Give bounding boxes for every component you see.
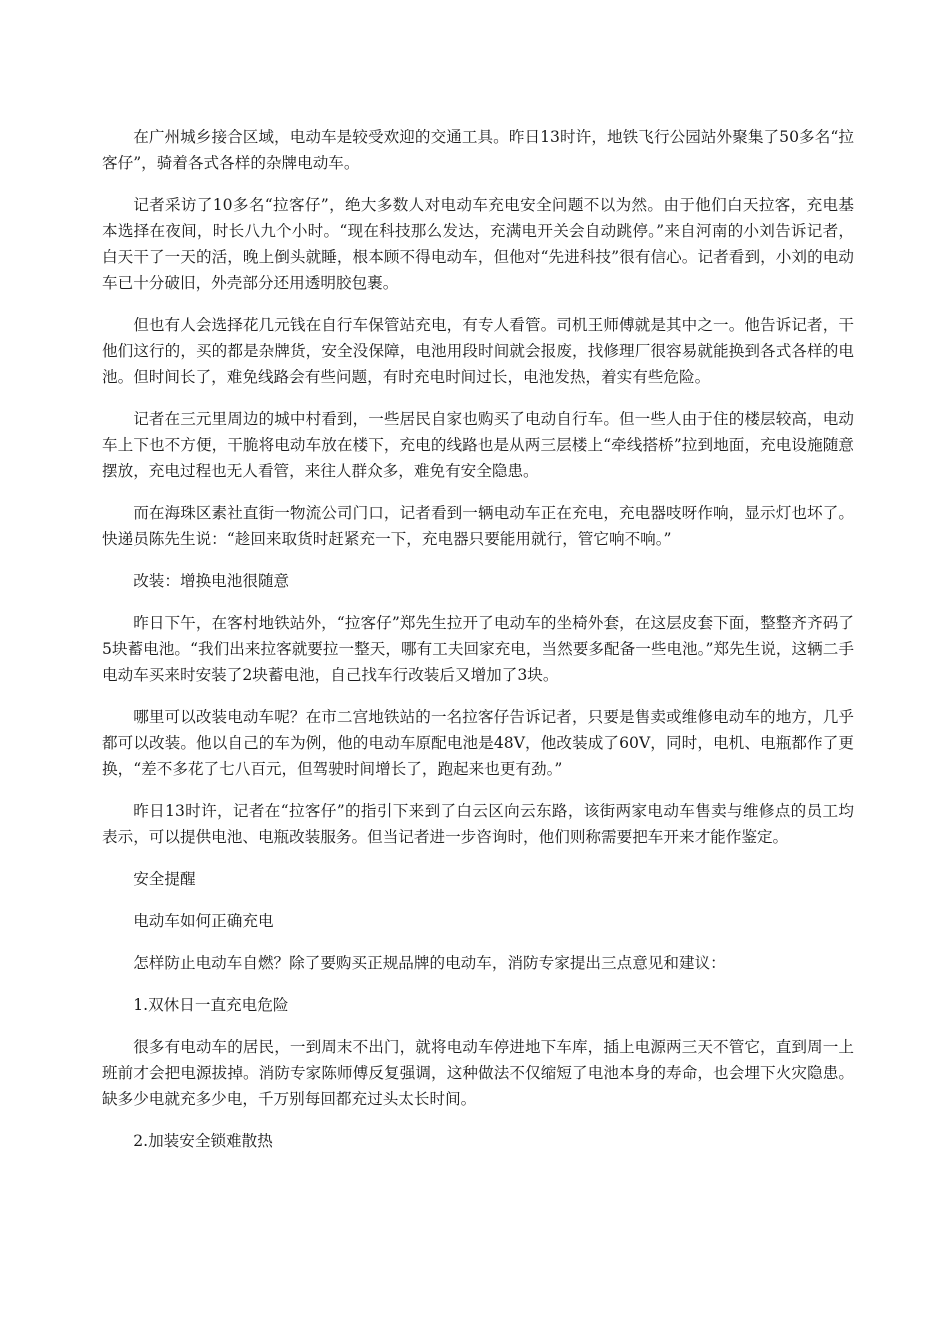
paragraph-repair-shops: 昨日13时许，记者在“拉客仔”的指引下来到了白云区向云东路，该街两家电动车售卖与维修点的员工均表示，可以提供电池、电瓶改装服务。但当记者进一步咨询时，他们则称需要把车开来才能作鉴定。 [102, 802, 854, 846]
paragraph-storage-station: 但也有人会选择花几元钱在自行车保管站充电，有专人看管。司机王师傅就是其中之一。他告诉记者，干他们这行的，买的都是杂牌货，安全没保障，电池用段时间就会报废，找修理厂很容易就能换到各式各样的电池。但时间长了，难免线路会有些问题，有时充电时间过长，电池发热，着实有些危险。 [102, 316, 854, 386]
section-heading-modification: 改装：增换电池很随意 [133, 572, 290, 590]
paragraph-prevention-intro: 怎样防止电动车自燃？除了要购买正规品牌的电动车，消防专家提出三点意见和建议： [133, 954, 726, 972]
section-subheading-charging: 电动车如何正确充电 [133, 912, 274, 930]
tip-heading-2: 2.加装安全锁难散热 [133, 1132, 273, 1150]
paragraph-extra-batteries: 昨日下午，在客村地铁站外，“拉客仔”郑先生拉开了电动车的坐椅外套，在这层皮套下面，整整齐齐码了5块蓄电池。“我们出来拉客就要拉一整天，哪有工夫回家充电，当然要多配备一些电池。”郑先生说，这辆二手电动车买来时安装了2块蓄电池，自己找车行改装后又增加了3块。 [102, 614, 854, 684]
paragraph-where-to-modify: 哪里可以改装电动车呢？在市二宫地铁站的一名拉客仔告诉记者，只要是售卖或维修电动车的地方，几乎都可以改装。他以自己的车为例，他的电动车原配电池是48V，他改装成了60V，同时，电机、电瓶都作了更换，“差不多花了七八百元，但驾驶时间增长了，跑起来也更有劲。” [102, 708, 854, 778]
tip-heading-1: 1.双休日一直充电危险 [133, 996, 289, 1014]
paragraph-charging-habits: 记者采访了10多名“拉客仔”，绝大多数人对电动车充电安全问题不以为然。由于他们白天拉客，充电基本选择在夜间，时长八九个小时。“现在科技那么发达，充满电开关会自动跳停。”来自河南的小刘告诉记者，白天干了一天的活，晚上倒头就睡，根本顾不得电动车，但他对“先进科技”很有信心。记者看到，小刘的电动车已十分破旧，外壳部分还用透明胶包裹。 [102, 196, 854, 292]
section-heading-safety: 安全提醒 [133, 870, 196, 888]
paragraph-weekend-charging: 很多有电动车的居民，一到周末不出门，就将电动车停进地下车库，插上电源两三天不管它，直到周一上班前才会把电源拔掉。消防专家陈师傅反复强调，这种做法不仅缩短了电池本身的寿命，也会埋下火灾隐患。缺多少电就充多少电，千万别每回都充过头太长时间。 [102, 1038, 854, 1108]
paragraph-logistics: 而在海珠区素社直街一物流公司门口，记者看到一辆电动车正在充电，充电器吱呀作响，显示灯也坏了。快递员陈先生说：“趁回来取货时赶紧充一下，充电器只要能用就行，管它响不响。” [102, 504, 854, 548]
paragraph-intro: 在广州城乡接合区域，电动车是较受欢迎的交通工具。昨日13时许，地铁飞行公园站外聚集了50多名“拉客仔”，骑着各式各样的杂牌电动车。 [102, 128, 854, 172]
article-body [102, 124, 854, 1170]
paragraph-urban-village: 记者在三元里周边的城中村看到，一些居民自家也购买了电动自行车。但一些人由于住的楼层较高，电动车上下也不方便，干脆将电动车放在楼下，充电的线路也是从两三层楼上“牵线搭桥”拉到地面，充电设施随意摆放，充电过程也无人看管，来往人群众多，难免有安全隐患。 [102, 410, 854, 480]
